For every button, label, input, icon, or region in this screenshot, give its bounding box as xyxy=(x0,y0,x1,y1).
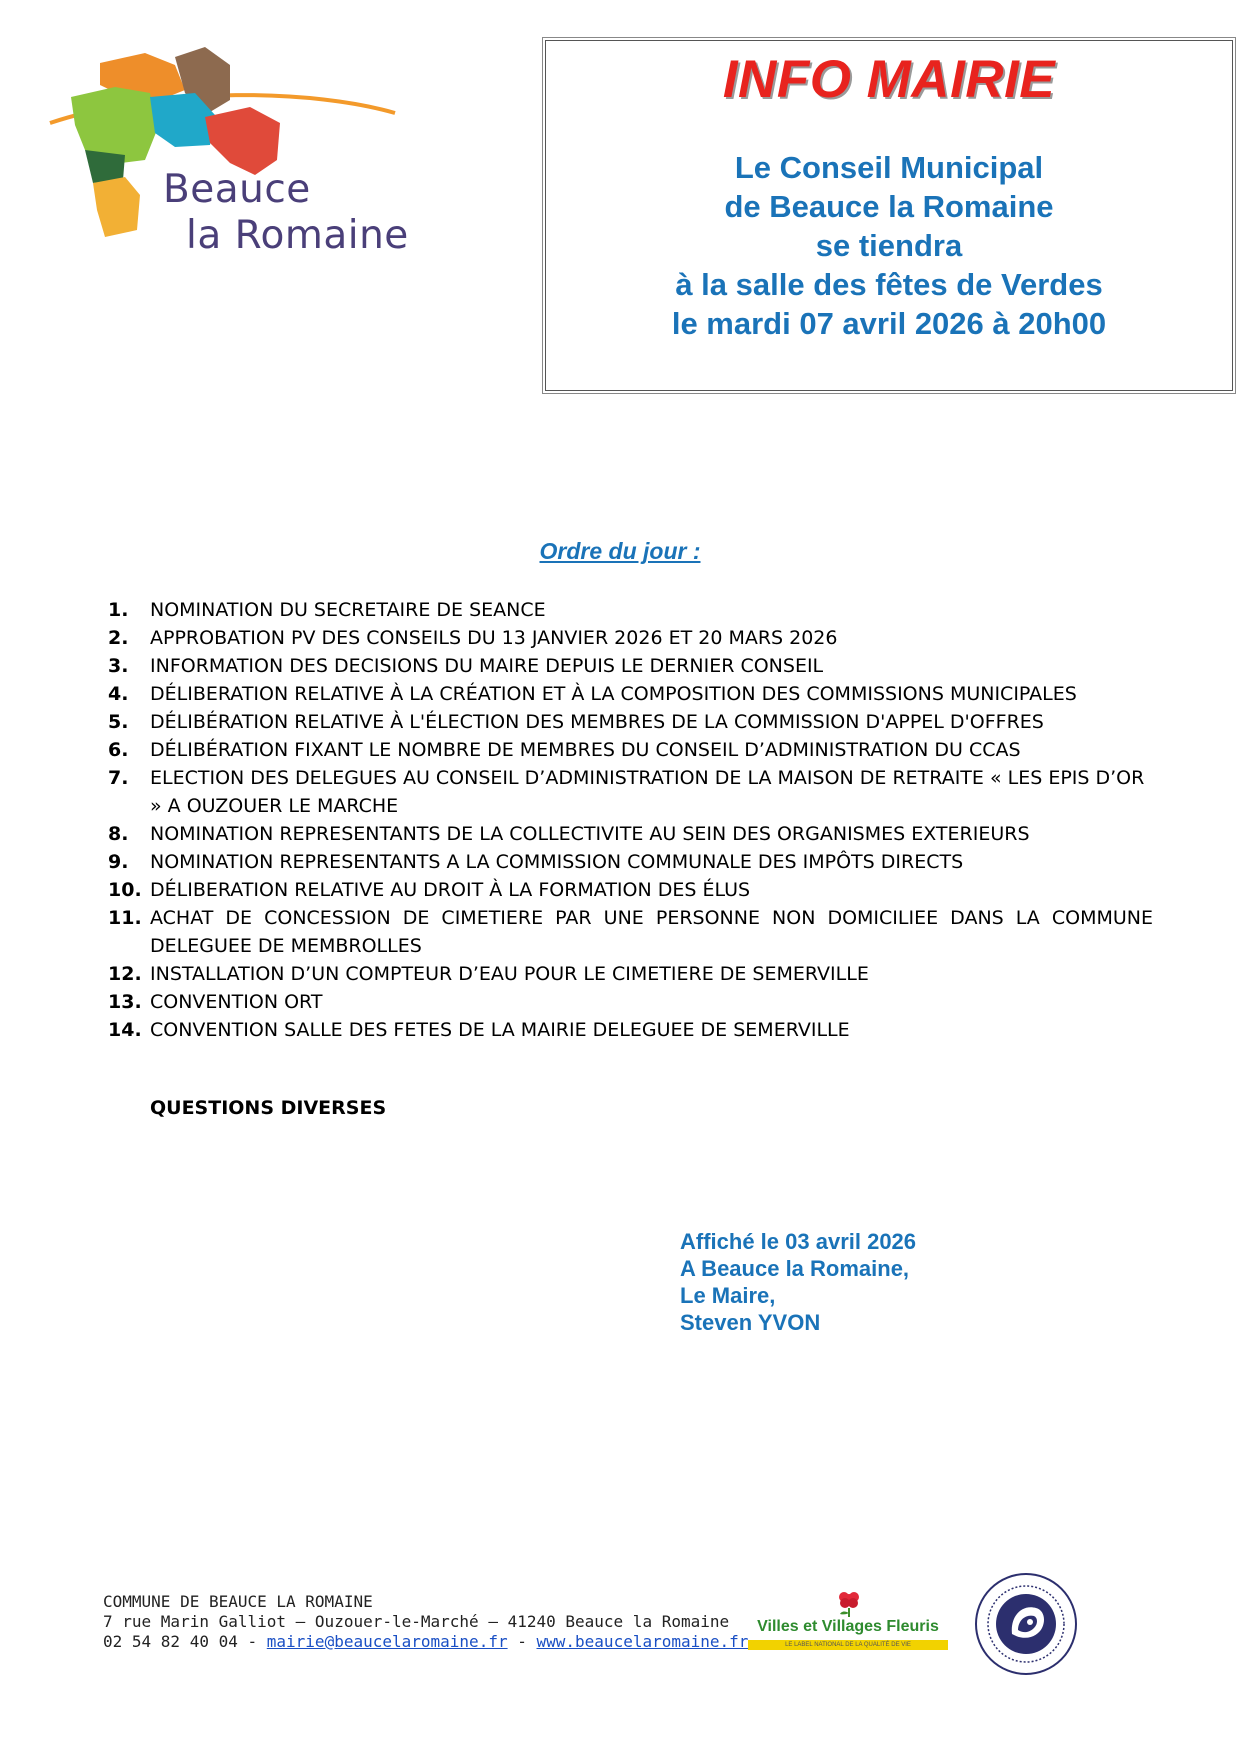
vvf-label-badge xyxy=(748,1588,948,1654)
footer-phone: 02 54 82 40 04 xyxy=(103,1632,238,1651)
agenda-item xyxy=(108,876,1153,904)
agenda-item xyxy=(108,1016,1153,1044)
info-line: à la salle des fêtes de Verdes xyxy=(675,267,1103,302)
info-title: INFO MAIRIE xyxy=(722,50,1056,109)
signature-place: A Beauce la Romaine, xyxy=(680,1256,910,1281)
agenda-item xyxy=(108,680,1153,708)
footer-separator: - xyxy=(237,1632,267,1651)
agenda-text: DÉLIBÉRATION RELATIVE À L'ÉLECTION DES MEMBRES DE LA COMMISSION D'APPEL D'OFFRES xyxy=(150,711,1044,733)
municipality-logo xyxy=(45,45,445,275)
agenda-text: APPROBATION PV DES CONSEILS DU 13 JANVIER 2026 ET 20 MARS 2026 xyxy=(150,627,838,649)
footer-contact xyxy=(103,1632,748,1652)
agenda-item xyxy=(108,652,1153,680)
logo-line-1: Beauce xyxy=(163,167,311,212)
agenda-item xyxy=(108,988,1153,1016)
agenda-item xyxy=(108,596,1153,624)
agenda-number: 4. xyxy=(108,683,129,705)
agenda-number: 8. xyxy=(108,823,129,845)
agenda-text: ACHAT DE CONCESSION DE CIMETIERE PAR UNE PERSONNE NON DOMICILIEE DANS LA COMMUNE DELEGUEE DE MEMBROLLES xyxy=(150,907,1153,957)
footer-separator: - xyxy=(507,1632,537,1651)
agenda-item xyxy=(108,848,1153,876)
agenda-number: 9. xyxy=(108,851,129,873)
agenda-item xyxy=(108,764,1153,820)
firefighter-employer-seal-icon xyxy=(974,1572,1078,1676)
signature-role: Le Maire, xyxy=(680,1283,776,1308)
agenda-item xyxy=(108,624,1153,652)
footer-address: 7 rue Marin Galliot – Ouzouer-le-Marché – 41240 Beauce la Romaine xyxy=(103,1612,730,1631)
questions-diverses: QUESTIONS DIVERSES xyxy=(150,1097,387,1119)
vvf-title: Villes et Villages Fleuris xyxy=(757,1618,939,1635)
agenda-text: DÉLIBERATION RELATIVE À LA CRÉATION ET À LA COMPOSITION DES COMMISSIONS MUNICIPALES xyxy=(150,683,1077,705)
vvf-tagline: LE LABEL NATIONAL DE LA QUALITÉ DE VIE xyxy=(748,1640,948,1650)
info-line: le mardi 07 avril 2026 à 20h00 xyxy=(671,306,1107,341)
agenda-number: 3. xyxy=(108,655,129,677)
agenda-number: 10. xyxy=(108,879,142,901)
posted-date: Affiché le 03 avril 2026 xyxy=(680,1229,917,1254)
agenda-text: ELECTION DES DELEGUES AU CONSEIL D’ADMINISTRATION DE LA MAISON DE RETRAITE « LES EPIS D’OR » A OUZOUER LE MARCHE xyxy=(150,767,1145,817)
footer-website-link[interactable]: www.beaucelaromaine.fr xyxy=(536,1632,749,1651)
agenda-text: DÉLIBÉRATION FIXANT LE NOMBRE DE MEMBRES DU CONSEIL D’ADMINISTRATION DU CCAS xyxy=(150,739,1021,761)
footer-email-link[interactable]: mairie@beaucelaromaine.fr xyxy=(266,1632,508,1651)
agenda-text: CONVENTION ORT xyxy=(150,991,323,1013)
footer xyxy=(103,1592,748,1652)
info-box xyxy=(545,40,1233,391)
signature-block xyxy=(680,1228,916,1336)
agenda-text: INFORMATION DES DECISIONS DU MAIRE DEPUIS LE DERNIER CONSEIL xyxy=(150,655,824,677)
agenda-item xyxy=(108,904,1153,960)
signature-name: Steven YVON xyxy=(680,1310,821,1335)
logo-line-2: la Romaine xyxy=(186,213,409,258)
agenda-text: NOMINATION DU SECRETAIRE DE SEANCE xyxy=(150,599,546,621)
agenda-text: INSTALLATION D’UN COMPTEUR D’EAU POUR LE CIMETIERE DE SEMERVILLE xyxy=(150,963,869,985)
agenda-item xyxy=(108,708,1153,736)
agenda-number: 14. xyxy=(108,1019,142,1041)
agenda-list xyxy=(108,596,1153,1044)
agenda-number: 13. xyxy=(108,991,142,1013)
agenda-item xyxy=(108,820,1153,848)
meeting-details xyxy=(546,148,1232,343)
agenda-number: 2. xyxy=(108,627,129,649)
info-line: Le Conseil Municipal xyxy=(734,150,1044,185)
agenda-number: 7. xyxy=(108,767,129,789)
footer-commune: COMMUNE DE BEAUCE LA ROMAINE xyxy=(103,1592,373,1611)
agenda-number: 5. xyxy=(108,711,129,733)
agenda-number: 1. xyxy=(108,599,129,621)
agenda-text: CONVENTION SALLE DES FETES DE LA MAIRIE DELEGUEE DE SEMERVILLE xyxy=(150,1019,850,1041)
agenda-text: NOMINATION REPRESENTANTS DE LA COLLECTIVITE AU SEIN DES ORGANISMES EXTERIEURS xyxy=(150,823,1030,845)
agenda-text: NOMINATION REPRESENTANTS A LA COMMISSION COMMUNALE DES IMPÔTS DIRECTS xyxy=(150,851,964,873)
agenda-title: Ordre du jour : xyxy=(539,538,701,564)
agenda-text: DÉLIBERATION RELATIVE AU DROIT À LA FORMATION DES ÉLUS xyxy=(150,879,751,901)
agenda-number: 11. xyxy=(108,907,142,929)
agenda-item xyxy=(108,736,1153,764)
agenda-item xyxy=(108,960,1153,988)
agenda-number: 6. xyxy=(108,739,129,761)
info-line: de Beauce la Romaine xyxy=(724,189,1054,224)
info-line: se tiendra xyxy=(815,228,963,263)
flower-icon xyxy=(834,1588,864,1618)
agenda-number: 12. xyxy=(108,963,142,985)
